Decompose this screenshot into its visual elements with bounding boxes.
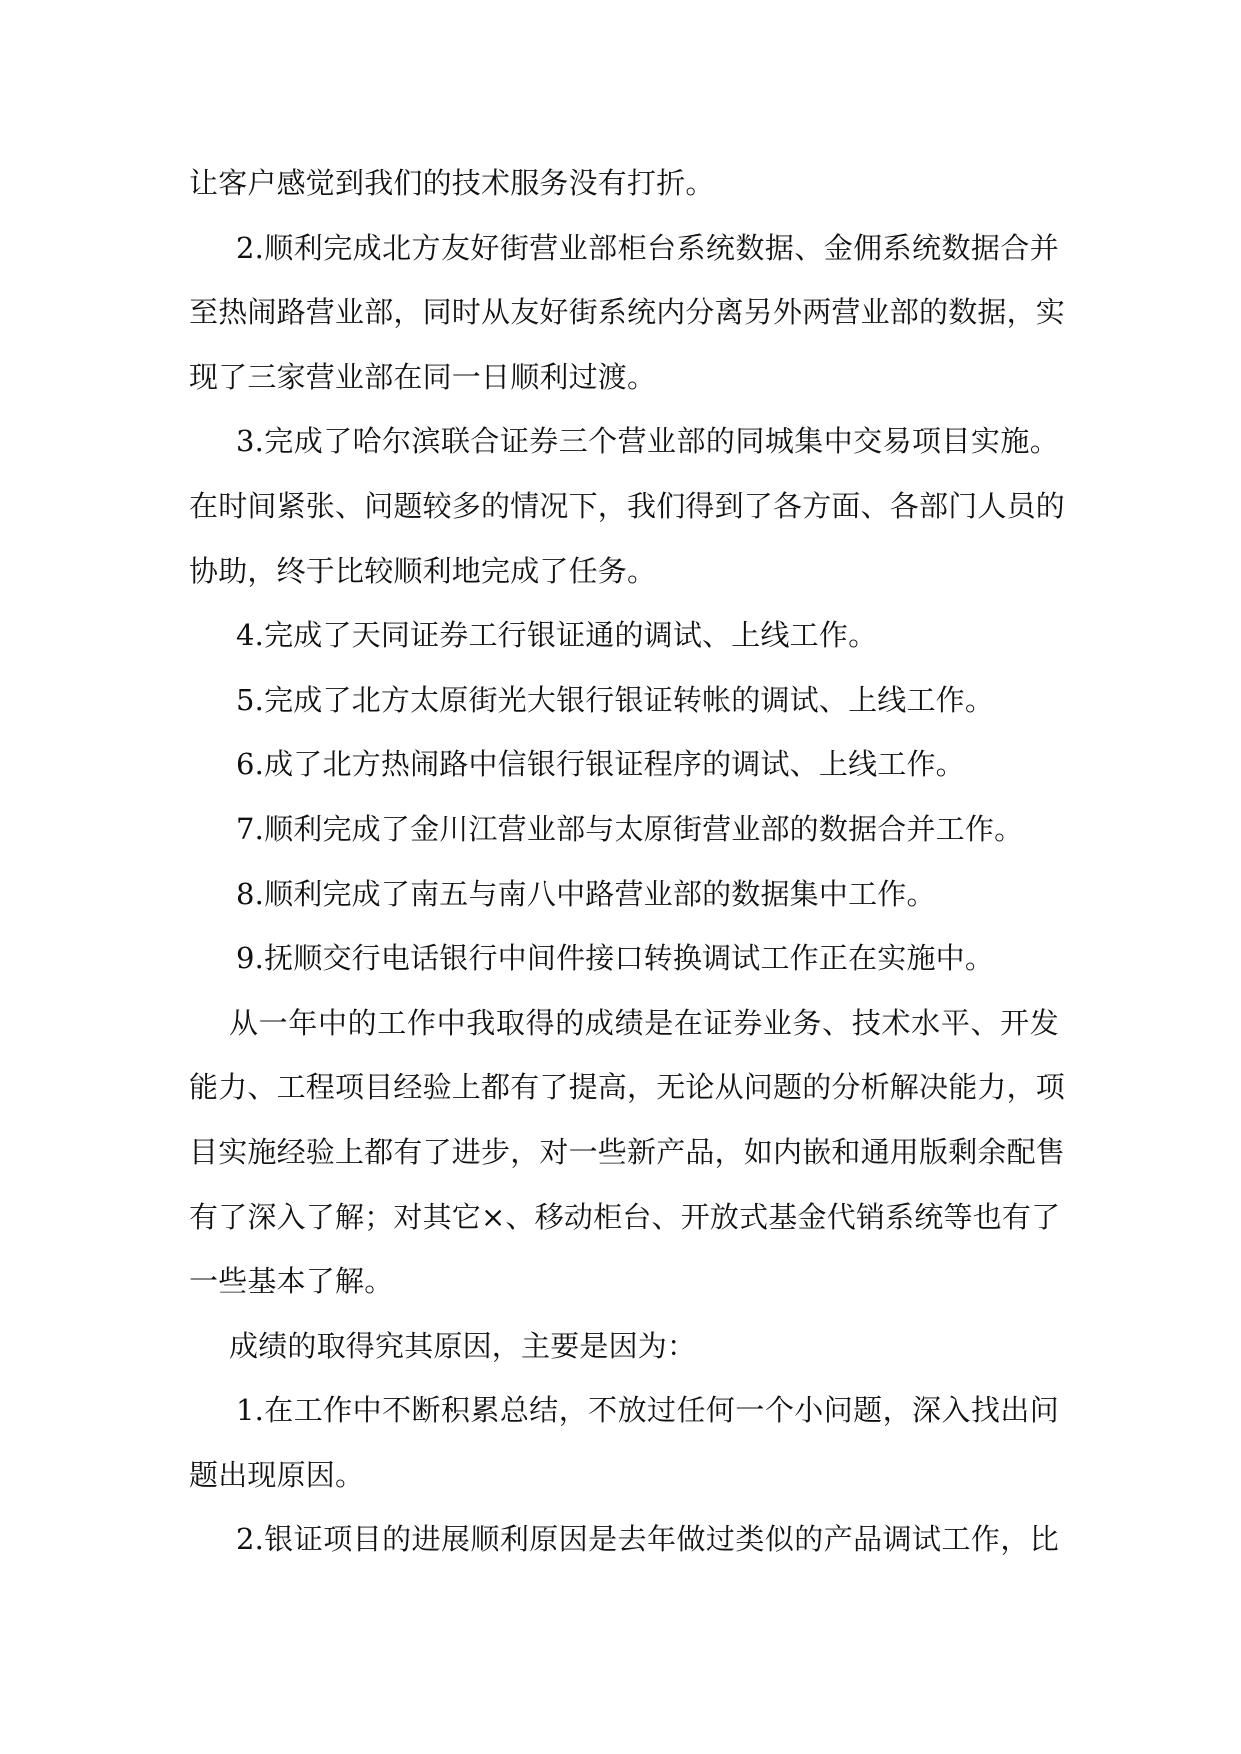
paragraph-line: 能力、工程项目经验上都有了提高，无论从问题的分析解决能力，项	[189, 1070, 1066, 1105]
paragraph-line: 从一年中的工作中我取得的成绩是在证券业务、技术水平、开发	[229, 1005, 1059, 1040]
list-item-7: 7.顺利完成了金川江营业部与太原街营业部的数据合并工作。	[236, 811, 1024, 846]
list-item-8: 8.顺利完成了南五与南八中路营业部的数据集中工作。	[236, 876, 936, 911]
paragraph-line: 成绩的取得究其原因，主要是因为：	[229, 1328, 697, 1363]
list-item-1: 1.在工作中不断积累总结，不放过任何一个小问题，深入找出问	[236, 1393, 1059, 1428]
list-item-9: 9.抚顺交行电话银行中间件接口转换调试工作正在实施中。	[236, 941, 995, 976]
list-item-4: 4.完成了天同证券工行银证通的调试、上线工作。	[236, 618, 878, 653]
paragraph-line: 有了深入了解；对其它×、移动柜台、开放式基金代销系统等也有了	[189, 1199, 1061, 1234]
list-item-2: 2.顺利完成北方友好街营业部柜台系统数据、金佣系统数据合并	[236, 230, 1059, 265]
list-item-5: 5.完成了北方太原街光大银行银证转帐的调试、上线工作。	[236, 682, 995, 717]
document-body	[189, 151, 1066, 1572]
list-item-6: 6.成了北方热闹路中信银行银证程序的调试、上线工作。	[236, 747, 965, 782]
paragraph-line: 现了三家营业部在同一日顺利过渡。	[189, 359, 657, 394]
paragraph-line: 让客户感觉到我们的技术服务没有打折。	[189, 166, 715, 200]
list-item-3: 3.完成了哈尔滨联合证券三个营业部的同城集中交易项目实施。	[236, 424, 1059, 459]
paragraph-line: 题出现原因。	[189, 1457, 365, 1492]
list-item-2: 2.银证项目的进展顺利原因是去年做过类似的产品调试工作，比	[236, 1522, 1059, 1557]
paragraph-line: 在时间紧张、问题较多的情况下，我们得到了各方面、各部门人员的	[189, 488, 1066, 523]
paragraph-line: 一些基本了解。	[189, 1264, 394, 1299]
paragraph-line: 协助，终于比较顺利地完成了任务。	[189, 553, 657, 588]
paragraph-line: 至热闹路营业部，同时从友好街系统内分离另外两营业部的数据，实	[189, 295, 1066, 330]
paragraph-line: 目实施经验上都有了进步，对一些新产品，如内嵌和通用版剩余配售	[189, 1134, 1066, 1169]
